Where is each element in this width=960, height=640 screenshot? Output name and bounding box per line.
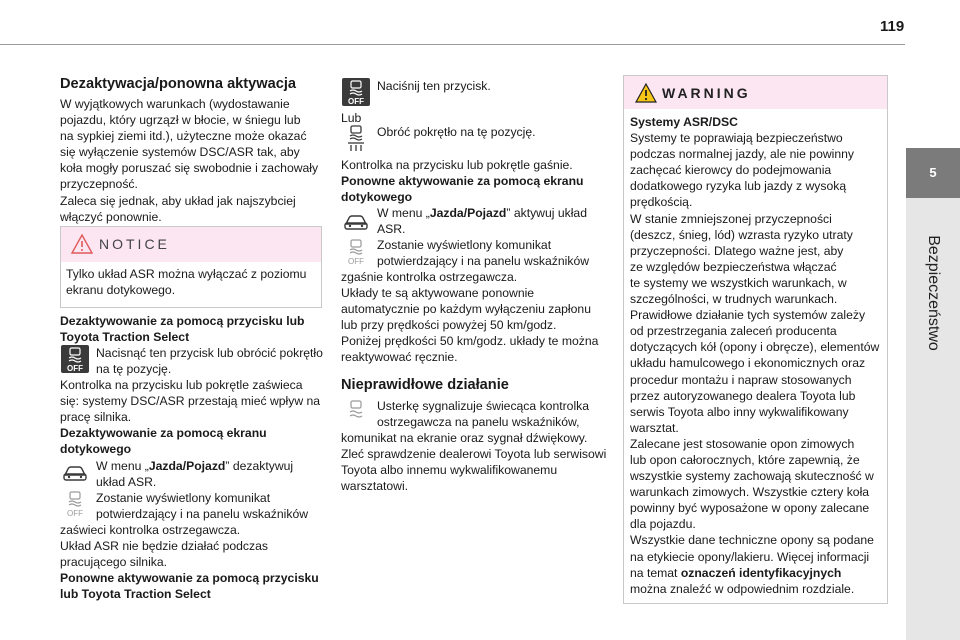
- step-menu-activate: W menu „Jazda/Pojazd” aktywuj układ ASR.: [377, 206, 587, 237]
- paragraph-reactivation-info: zgaśnie kontrolka ostrzegawcza. Układy te są aktywowane ponownie automatycznie po każdym wyłączeniu zapłonu lub przy prędkości powyżej 50 km/godz. Poniżej prędkości 50 km/godz. układy te można reaktywować ręcznie.: [341, 270, 599, 365]
- step-press-button-2: Naciśnij ten przycisk.: [377, 79, 491, 93]
- notice-title: NOTICE: [99, 236, 170, 252]
- intro-paragraph: W wyjątkowych warunkach (wydostawanie pojazdu, który ugrzązł w błocie, w śniegu lub na sypkiej ziemi itd.), użyteczne może okazać się wyłączenie systemów DSC/ASR tak, aby koła mogły poruszać się swobodnie i zachowały przyczepność. Zaleca się jednak, aby układ jak najszybciej włączyć ponownie.: [60, 97, 319, 224]
- fault-indication-step: Usterkę sygnalizuje świecąca kontrolka ostrzegawcza na panelu wskaźników,: [377, 399, 590, 430]
- traction-warning-light-icon-2: [342, 238, 370, 266]
- section-heading-malfunction: Nieprawidłowe działanie: [341, 377, 509, 393]
- car-menu-icon: [61, 458, 89, 486]
- traction-off-button-icon: [61, 345, 89, 373]
- subheading-reactivate-button: Ponowne aktywowanie za pomocą przycisku lub Toyota Traction Select: [60, 571, 319, 602]
- section-heading-deactivation: Dezaktywacja/ponowna aktywacja: [60, 76, 297, 92]
- paragraph-light-on: Kontrolka na przycisku lub pokrętle zaświeca się: systemy DSC/ASR przestają mieć wpływ na pracę silnika.: [60, 378, 321, 425]
- subheading-deactivate-button: Dezaktywowanie za pomocą przycisku lub Toyota Traction Select: [60, 314, 305, 345]
- page-number: 119: [880, 18, 905, 35]
- notice-header: [61, 227, 321, 262]
- svg-text:OFF: OFF: [348, 97, 364, 106]
- svg-text:OFF: OFF: [67, 509, 83, 518]
- subheading-reactivate-touchscreen: Ponowne aktywowanie za pomocą ekranu dotykowego: [341, 174, 584, 205]
- paragraph-light-off: Kontrolka na przycisku lub pokrętle gaśnie.: [341, 158, 573, 172]
- warning-triangle-icon: [635, 83, 657, 103]
- warning-header: [624, 76, 887, 109]
- subheading-deactivate-touchscreen: Dezaktywowanie za pomocą ekranu dotykowego: [60, 426, 267, 457]
- step-confirmation-message: Zostanie wyświetlony komunikat potwierdzający i na panelu wskaźników: [96, 491, 309, 522]
- chapter-title: Bezpieczeństwo: [925, 235, 942, 351]
- notice-box: [60, 226, 322, 308]
- warning-text: Systemy ASR/DSC Systemy te poprawiają bezpieczeństwo podczas normalnej jazdy, ale nie powinny zachęcać kierowcy do podejmowania dodatkowego ryzyka lub jazdy z wysoką prędkością. W stanie zmniejszonej przyczepności (deszcz, śnieg, lód) wzrasta ryzyko utraty przyczepności. Dlatego ważne jest, aby ze względów bezpieczeństwa włączać te systemy we wszystkich warunkach, w szczególności, w trudnych warunkach. Prawidłowe działanie tych systemów zależy od przestrzegania zaleceń producenta dotyczących kół (opony i obręcze), elementów układu hamulcowego i ekonomicznych oraz procedur montażu i napraw stosowanych przez autoryzowanego dealera Toyota lub serwis Toyota albo inny wykwalifikowany warsztat. Zalecane jest stosowanie opon zimowych lub opon całorocznych, które zapewnią, że wszystkie systemy zachowają skuteczność w warunkach zimowych. Wszystkie cztery koła powinny być wyposażone w opony zalecane dla pojazdu. Wszystkie dane techniczne opony są podane na etykiecie opony/lakieru. Więcej informacji na temat oznaczeń identyfikacyjnych można znaleźć w odpowiednim rozdziale.: [630, 115, 880, 596]
- traction-fault-light-icon: [342, 398, 370, 426]
- header-divider: [0, 44, 905, 45]
- traction-dial-icon: [342, 124, 370, 152]
- svg-text:OFF: OFF: [348, 257, 364, 266]
- warning-box: [623, 75, 888, 604]
- notice-triangle-icon: [71, 234, 93, 254]
- warning-title: WARNING: [662, 85, 751, 101]
- paragraph-dealer-check: komunikat na ekranie oraz sygnał dźwiękowy. Zleć sprawdzenie dealerowi Toyota lub serwisowi Toyota albo innemu wykwalifikowanemu warsztatowi.: [341, 431, 607, 494]
- or-label: Lub: [341, 111, 362, 125]
- step-press-button: Nacisnąć ten przycisk lub obrócić pokrętło na tę pozycję.: [96, 346, 323, 377]
- traction-off-button-icon-2: [342, 78, 370, 106]
- paragraph-asr-disabled: zaświeci kontrolka ostrzegawcza. Układ ASR nie będzie działać podczas pracującego silnika.: [60, 523, 268, 570]
- step-confirmation-message-2: Zostanie wyświetlony komunikat potwierdzający i na panelu wskaźników: [377, 238, 590, 269]
- chapter-number-badge[interactable]: 5: [906, 148, 960, 198]
- car-menu-icon-2: [342, 207, 370, 235]
- step-menu-deactivate: W menu „Jazda/Pojazd” dezaktywuj układ ASR.: [96, 459, 294, 490]
- notice-text: Tylko układ ASR można wyłączać z poziomu ekranu dotykowego.: [66, 267, 307, 298]
- step-turn-dial: Obróć pokrętło na tę pozycję.: [377, 125, 536, 139]
- traction-warning-light-icon: [61, 490, 89, 518]
- svg-text:OFF: OFF: [67, 364, 83, 373]
